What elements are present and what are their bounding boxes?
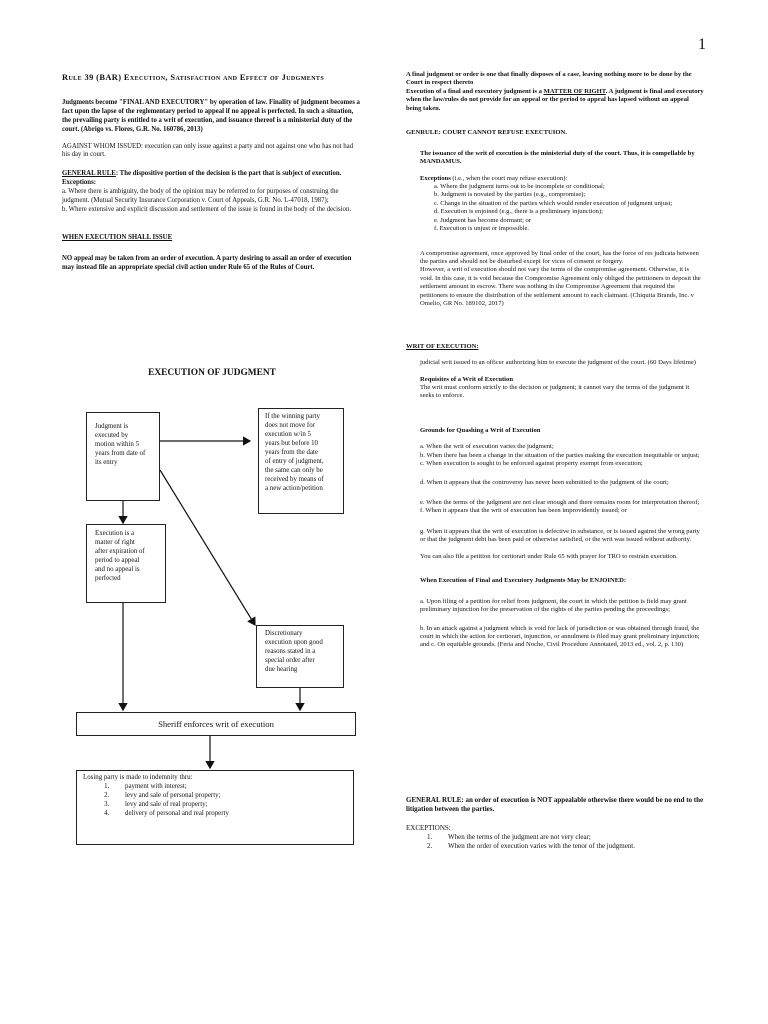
box2-line: of entry of judgment, xyxy=(265,457,324,465)
general-rule-label: GENERAL RULE xyxy=(62,170,116,178)
flow-box-new-action xyxy=(258,408,344,514)
box2-line: received by means of xyxy=(265,475,324,483)
compromise-paragraph-2: However, a writ of execution should not vary the terms of the compromise agreement. Otherwise, it is void. In this case, it is void because the Compromise Agreement only obliged the petitioners to deposit the settlement amount in escrow. There was nothing in the Compromise Agreement that required the petitioners to ensure the distribution of the settlement amount to each claimant. (Chiquita Brands, Inc. v Omelio, GR No. 189102, 2017) xyxy=(420,266,701,308)
exception-a: a. Where there is ambiguity, the body of the opinion may be referred to for purposes of construing the judgment. (Mutual Security Insurance Corporation v. Court of Appeals, G.R. No. L-47018, 1987); xyxy=(62,187,339,204)
finality-paragraph: Judgments become "FINAL AND EXECUTORY" by operation of law. Finality of judgment becomes a fact upon the lapse of the reglementary period to appeal if no appeal is perfected. In such a situation, the prevailing party is entitled to a writ of execution, and issuance thereof is a ministerial duty of the court. (Abrigo vs. Flores, G.R. No. 160786, 2013) xyxy=(62,99,360,133)
box4-line: due hearing xyxy=(265,665,298,673)
flowchart-title: EXECUTION OF JUDGMENT xyxy=(148,368,276,378)
quash-item: f. When it appears that the writ of execution has been improvidently issued; or xyxy=(420,507,627,515)
indemnity-item: 2. levy and sale of personal property; xyxy=(111,792,349,801)
enjoined-heading: When Execution of Final and Executory Judgments May be ENJOINED: xyxy=(420,577,627,585)
quash-list-ef xyxy=(406,499,704,516)
exceptions-intro: (i.e., when the court may refuse execution): xyxy=(450,174,568,182)
right-column xyxy=(406,71,704,650)
box2-line: years from the date xyxy=(265,448,318,456)
quash-list-abc xyxy=(406,443,704,468)
appeal-exception-item: 2. When the order of execution varies with the tenor of the judgment. xyxy=(434,842,706,851)
quash-item: b. When there has been a change in the situation of the parties making the execution inequitable or unjust; xyxy=(420,451,700,459)
indemnity-item: 3. levy and sale of real property; xyxy=(111,801,349,810)
box2-line: execution w/in 5 xyxy=(265,430,311,438)
box4-line: Discretionary xyxy=(265,630,303,637)
enjoined-item-b: b. In an attack against a judgment which is void for lack of jurisdiction or was obtained through fraud, the court in which the action for certiorari, injunction, or annulment is filed may grant preliminary injunction; and c. On equitable grounds. (Feria and Noche, Civil Procedure Annotated, 2013 ed., vol. 2, p. 130) xyxy=(420,624,700,649)
appeal-general-rule: GENERAL RULE: an order of execution is NOT appealable otherwise there would be no end to the litigation between the parties. xyxy=(406,796,704,814)
refuse-exceptions-list xyxy=(406,183,704,234)
box3-line: period to appeal xyxy=(95,556,140,564)
requisites-heading: Requisites of a Writ of Execution xyxy=(420,375,513,383)
refuse-item: a. Where the judgment turns out to be incomplete or conditional; xyxy=(434,182,605,190)
indemnity-intro: Losing party is made to indemnity thru: xyxy=(83,774,193,781)
box4-line: execution upon good xyxy=(265,638,323,646)
box3-line: matter of right xyxy=(95,538,135,546)
box2-line: years but before 10 xyxy=(265,439,318,447)
box2-line: If the winning party xyxy=(265,413,320,420)
matter-of-right-term: MATTER OF RIGHT xyxy=(543,87,606,95)
flow-box-indemnity xyxy=(76,770,354,845)
flow-box-matter-of-right xyxy=(86,524,166,603)
refuse-item: e. Judgment has become dormant; or xyxy=(434,216,532,224)
box4-line: reasons stated in a xyxy=(265,647,316,655)
refuse-item: b. Judgment is novated by the parties (e.g., compromise); xyxy=(434,191,586,199)
issuance-paragraph: The issuance of the writ of execution is the ministerial duty of the court. Thus, it is compellable by MANDAMUS. xyxy=(420,149,695,166)
quash-heading: Grounds for Quashing a Writ of Execution xyxy=(420,426,541,434)
certiorari-note: You can also file a petition for certiorari under Rule 65 with prayer for TRO to restrain execution. xyxy=(420,552,678,560)
final-judgment-definition: A final judgment or order is one that finally disposes of a case, leaving nothing more to be done by the Court in respect thereto xyxy=(406,71,692,87)
quash-item: g. When it appears that the writ of execution is defective in substance, or is issued against the wrong party or that the judgment debt has been paid or otherwise satisfied, or the writ was issued without authority. xyxy=(420,527,700,544)
appeal-exception-item: 1. When the terms of the judgment are not very clear; xyxy=(434,833,706,842)
appeal-rule-section xyxy=(406,796,706,851)
when-execution-heading: WHEN EXECUTION SHALL ISSUE xyxy=(62,234,173,242)
requisites-text: The writ must conform strictly to the decision or judgment; it cannot vary the terms of the judgment it seeks to enforce. xyxy=(420,383,690,400)
box3-line: and no appeal is xyxy=(95,565,140,573)
matter-post: . A judgment is final and executory when the law/rules do not provide for an appeal or the period to appeal has lapsed without an appeal being taken. xyxy=(406,87,704,112)
writ-heading: WRIT OF EXECUTION: xyxy=(406,342,479,350)
box2-line: does not move for xyxy=(265,421,315,429)
quash-item: a. When the writ of execution varies the judgment; xyxy=(420,443,554,451)
matter-pre: Execution of a final and executory judgment is a xyxy=(406,87,544,95)
sheriff-text: Sheriff enforces writ of execution xyxy=(158,719,274,729)
flow-box-discretionary xyxy=(256,625,344,688)
indemnity-item: 1. payment with interest; xyxy=(111,783,349,792)
general-rule-text: : The dispositive portion of the decision is the part that is subject of execution. xyxy=(115,170,342,178)
refuse-exceptions-intro xyxy=(406,175,704,183)
quash-item: d. When it appears that the controversy has never been submitted to the judgment of the court; xyxy=(420,478,669,486)
exception-b: b. Where extensive and explicit discussion and settlement of the issue is found in the body of the decision. xyxy=(62,205,352,213)
enjoined-item-a: a. Upon filing of a petition for relief from judgment, the court in which the petition is field may grant preliminary injunction for the preservation of the rights of the parties pending the proceedings; xyxy=(420,597,687,614)
box3-line: perfected xyxy=(95,574,121,582)
box2-line: a new action/petition xyxy=(265,484,323,492)
refuse-item: f. Execution is unjust or impossible. xyxy=(434,225,530,233)
box3-line: after expiration of xyxy=(95,547,145,555)
quash-item: c. When execution is sought to be enforced against property exempt from execution; xyxy=(420,460,643,468)
box1-line: years from date of xyxy=(95,449,146,457)
appeal-exceptions-label: EXCEPTIONS: xyxy=(406,824,451,833)
box1-line: motion within 5 xyxy=(95,440,140,448)
flow-box-sheriff xyxy=(76,712,356,736)
box1-line: executed by xyxy=(95,431,129,439)
arrow-box1-to-box4 xyxy=(160,470,255,625)
flow-box-motion-execution xyxy=(86,412,160,501)
box1-line: Judgment is xyxy=(95,423,129,430)
appeal-exceptions-list xyxy=(406,833,706,851)
box3-line: Execution is a xyxy=(95,530,135,537)
refuse-item: d. Execution is enjoined (e.g., there is a preliminary injunction); xyxy=(434,208,604,216)
box4-line: special order after xyxy=(265,656,315,664)
no-appeal-paragraph: NO appeal may be taken from an order of execution. A party desiring to assail an order of execution may instead file an appropriate special civil action under Rule 65 of the Rules of Court. xyxy=(62,255,352,272)
quash-item: e. When the terms of the judgment are not clear enough and there remains room for interpretation thereof; xyxy=(420,499,700,506)
writ-heading-text: WRIT OF EXECUTION xyxy=(406,342,477,350)
against-whom-paragraph: AGAINST WHOM ISSUED: execution can only issue against a party and not against one who has not had his day in court. xyxy=(62,142,354,159)
genrule-heading: GENRULE: COURT CANNOT REFUSE EXECTUION. xyxy=(406,129,567,137)
rule-title: Rule 39 (BAR) Execution, Satisfaction and Effect of Judgments xyxy=(62,73,325,82)
compromise-paragraph-1: A compromise agreement, once approved by final order of the court, has the force of res judicata between the parties and should not be disturbed except for vices of consent or forgery. xyxy=(420,249,699,265)
refuse-item: c. Change in the situation of the parties which would render execution of judgment unjust; xyxy=(434,199,673,207)
indemnity-list xyxy=(83,783,349,819)
exceptions-label: Exceptions xyxy=(420,174,451,182)
exceptions-label: Exceptions: xyxy=(62,179,96,187)
matter-of-right-paragraph xyxy=(406,88,704,113)
box1-line: its entry xyxy=(95,458,118,466)
indemnity-item: 4. delivery of personal and real property xyxy=(111,810,349,819)
box2-line: the same can only be xyxy=(265,466,323,474)
writ-definition: judicial writ issued to an officer authorizing him to execute the judgment of the court. (60 Days lifetime) xyxy=(420,359,697,367)
page-number: 1 xyxy=(698,36,706,53)
